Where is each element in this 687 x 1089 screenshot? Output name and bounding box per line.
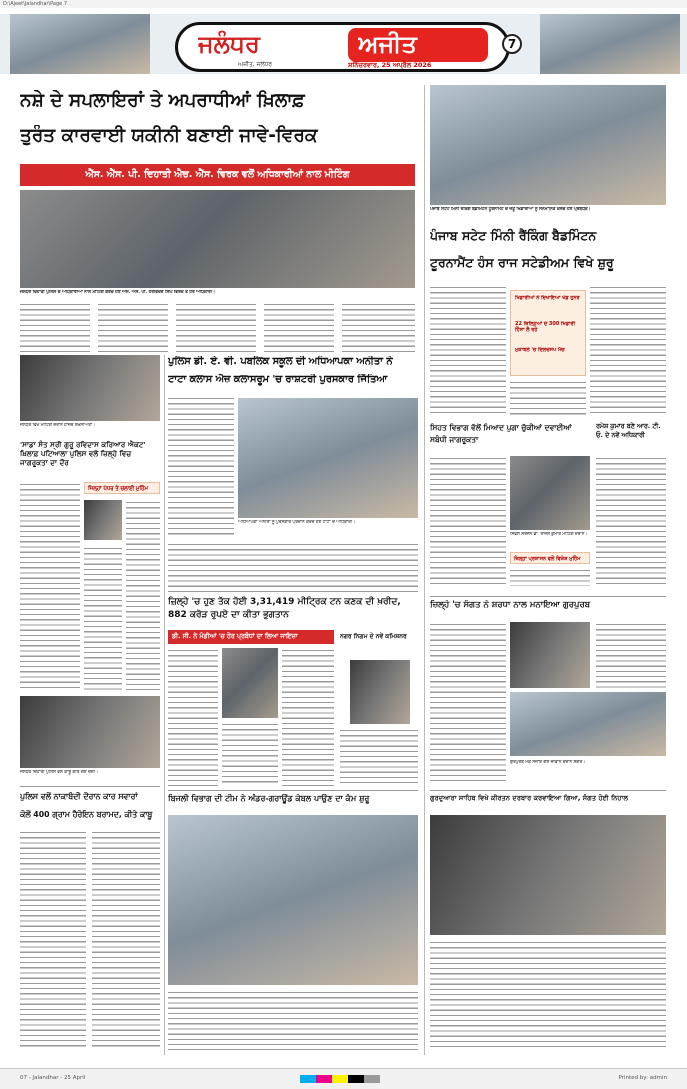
- left-meeting-photo: [20, 355, 160, 421]
- masthead-date: ਸ਼ਨਿੱਚਰਵਾਰ, 25 ਅਪ੍ਰੈਲ 2026: [348, 61, 432, 69]
- center-person-photo: [350, 660, 410, 724]
- center-body-col-1: [168, 648, 218, 786]
- left-body-col-1: [20, 482, 80, 690]
- left-bottom-col-2: [92, 830, 160, 1050]
- masthead-building-photo-right: [540, 14, 680, 74]
- footer-left: 07 - Jalandhar - 25 April: [20, 1075, 86, 1081]
- health-photo: [510, 456, 590, 530]
- dav-photo: [238, 398, 418, 518]
- bullet-3: ਮੁਕਾਬਲੇ 'ਚ ਦਿਲਚਸਪ ਮੈਚ: [515, 347, 565, 353]
- health-headline: ਸਿਹਤ ਵਿਭਾਗ ਵੱਲੋਂ ਮਿਆਦ ਪੁਗਾ ਚੁੱਕੀਆਂ ਦਵਾਈਆਂ ਸਬੰਧੀ ਜਾਗਰੂਕਤਾ: [430, 423, 572, 444]
- badminton-headline-2: ਟੂਰਨਾਮੈਂਟ ਹੰਸ ਰਾਜ ਸਟੇਡੀਅਮ ਵਿਖੇ ਸ਼ੁਰੂ: [430, 255, 614, 270]
- badminton-photo: [430, 85, 666, 205]
- gurpurab-body-col-2: [596, 622, 666, 688]
- divider-left: [20, 786, 160, 787]
- masthead-frame: [175, 22, 510, 72]
- page-number: 7: [502, 34, 522, 54]
- center-headline-wheat: ਜ਼ਿਲ੍ਹੇ 'ਚ ਹੁਣ ਤੱਕ ਹੋਈ 3,31,419 ਮੀਟ੍ਰਿਕ ਟਨ ਕਣਕ ਦੀ ਖ਼ਰੀਦ, 882 ਕਰੋੜ ਰੁਪਏ ਦਾ ਕੀਤਾ ਭੁਗਤਾਨ: [168, 597, 401, 620]
- badminton-bullets: [510, 290, 586, 376]
- badminton-body-col-3: [590, 285, 666, 415]
- masthead-left: ਜਲੰਧਰ: [198, 30, 260, 58]
- divider-right-2: [430, 790, 666, 791]
- dav-headline-1: ਪੁਲਿਸ ਡੀ. ਏ. ਵੀ. ਪਬਲਿਕ ਸਕੂਲ ਦੀ ਅਧਿਆਪਕਾ ਅਨੀਤਾ ਨੇ: [168, 356, 393, 367]
- center-body-col-3: [282, 648, 334, 786]
- left-portrait: [84, 500, 122, 540]
- column-divider-1: [164, 355, 165, 1055]
- masthead-sub: ਅਜੀਤ, ਜਲੰਧਰ: [238, 61, 273, 68]
- gurpurab-body: [430, 940, 666, 1050]
- print-header: D:\Ajeet\Jalandhar\Page 7: [3, 1, 68, 7]
- center-body-col-4: [340, 728, 418, 786]
- gurpurab-photo-2: [510, 692, 666, 756]
- left-headline-bottom-1: ਪੁਲਿਸ ਵਲੋਂ ਨਾਕਾਬੰਦੀ ਦੌਰਾਨ ਕਾਰ ਸਵਾਰਾਂ: [20, 792, 138, 801]
- footer: [0, 1068, 687, 1089]
- lead-body-col-4: [264, 302, 334, 354]
- center-person-head: ਨਗਰ ਨਿਗਮ ਦੇ ਨਵੇਂ ਕਮਿਸ਼ਨਰ: [340, 633, 407, 640]
- dav-body-continued: [168, 542, 418, 592]
- left-body-col-3: [84, 546, 122, 690]
- far-right-body: [596, 456, 666, 586]
- center-body-col-2: [222, 722, 278, 786]
- left-headline-box: 'ਸਾਡਾ ਸੰਤ ਸ੍ਰੀ ਗੁਰੂ ਰਵਿਦਾਸ ਕਰਿਆਰ ਐਕਟ' ਖ਼ਿਲਾਫ਼ ਪਟਿਆਲਾ ਪੁਲਿਸ ਵਲੋਂ ਜ਼ਿਲ੍ਹੇ ਵਿਚ ਜਾਗਰੂਕਤਾ ਦਾ ਦੌਰ: [20, 440, 146, 467]
- masthead: [0, 14, 687, 74]
- gurpurab-headline-2: ਗੁਰਦੁਆਰਾ ਸਾਹਿਬ ਵਿਖੇ ਕੀਰਤਨ ਦਰਬਾਰ ਕਰਵਾਇਆ ਗਿਆ, ਸੰਗਤ ਹੋਈ ਨਿਹਾਲ: [430, 794, 628, 802]
- left-body-col-2: [126, 500, 160, 690]
- gurpurab-photo-1: [510, 622, 590, 688]
- masthead-logo-box: [348, 28, 488, 62]
- lead-caption: ਜਲੰਧਰ ਦਿਹਾਤੀ ਪੁਲਿਸ ਦੇ ਅਧਿਕਾਰੀਆਂ ਨਾਲ ਮੀਟਿੰਗ ਕਰਦੇ ਹੋਏ ਐੱਸ. ਐੱਸ. ਪੀ. ਹਰਵਿੰਦਰ ਸਿੰਘ ਵਿਰਕ ਤੇ ਹੋਰ ਅਧਿਕਾਰੀ।: [20, 290, 215, 295]
- center-inline-box: ਡੀ. ਸੀ. ਨੇ ਮੰਡੀਆਂ 'ਚ ਹੋਰ ਪ੍ਰਬੰਧਾਂ ਦਾ ਲਿਆ ਜਾਇਜ਼ਾ: [168, 630, 334, 644]
- center-headline-power: ਬਿਜਲੀ ਵਿਭਾਗ ਦੀ ਟੀਮ ਨੇ ਅੰਡਰ-ਗਰਾਊਂਡ ਕੇਬਲ ਪਾਉਣ ਦਾ ਕੰਮ ਸ਼ੁਰੂ: [168, 794, 370, 803]
- lead-body-col-5: [342, 302, 415, 354]
- print-bar: [0, 0, 687, 8]
- color-registration-bar: [300, 1075, 380, 1083]
- health-body-col-1: [430, 456, 506, 586]
- left-bottom-col-1: [20, 830, 86, 1050]
- gurpurab-caption: ਗੁਰਪੁਰਬ ਮੌਕੇ ਸਜਾਏ ਗਏ ਦੀਵਾਨ ਦੌਰਾਨ ਸੰਗਤ।: [510, 760, 585, 765]
- health-subhead: ਜ਼ਿਲ੍ਹਾ ਪ੍ਰਸ਼ਾਸਨ ਵਲੋਂ ਵਿਸ਼ੇਸ਼ ਮੁਹਿੰਮ: [510, 552, 590, 564]
- health-caption: ਸਿਵਲ ਸਰਜਨ ਡਾ. ਰਾਜੇਸ਼ ਕੁਮਾਰ ਮੀਟਿੰਗ ਦੌਰਾਨ।: [510, 532, 588, 537]
- dav-body-col-1: [168, 396, 234, 538]
- dav-caption: ਅਧਿਆਪਕਾ ਅਨੀਤਾ ਨੂੰ ਪੁਰਸਕਾਰ ਪ੍ਰਦਾਨ ਕਰਦੇ ਹੋਏ ਟਾਟਾ ਦੇ ਅਧਿਕਾਰੀ।: [238, 520, 355, 525]
- left-caption-top: ਜਲੰਧਰ ਵਿਖੇ ਮੀਟਿੰਗ ਦੌਰਾਨ ਹਾਜ਼ਰ ਸ਼ਖ਼ਸੀਅਤਾਂ।: [20, 423, 96, 428]
- lead-subhead: ਐੱਸ. ਐੱਸ. ਪੀ. ਦਿਹਾਤੀ ਐਚ. ਐੱਸ. ਵਿਰਕ ਵਲੋਂ ਅਧਿਕਾਰੀਆਂ ਨਾਲ ਮੀਟਿੰਗ: [20, 164, 415, 186]
- gurpurab-body-col-1: [430, 622, 506, 782]
- health-body-col-2: [510, 568, 590, 586]
- left-police-photo: [20, 696, 160, 768]
- bullet-1: ਖਿਡਾਰੀਆਂ ਨੇ ਦਿਖਾਇਆ ਖੇਡ ਹੁਨਰ: [515, 295, 580, 301]
- badminton-headline-1: ਪੰਜਾਬ ਸਟੇਟ ਮਿੰਨੀ ਰੈਂਕਿੰਗ ਬੈਡਮਿੰਟਨ: [430, 228, 597, 243]
- lead-body-col-3: [176, 302, 256, 354]
- badminton-body-col-2: [510, 380, 586, 416]
- bullet-2: 22 ਜ਼ਿਲ੍ਹਿਆਂ ਦੇ 300 ਖਿਡਾਰੀ ਹਿੱਸਾ ਲੈ ਰਹੇ: [515, 321, 576, 333]
- center-dc-photo: [222, 648, 278, 718]
- lead-photo: [20, 190, 415, 288]
- left-caption-police: ਜਲੰਧਰ ਦਿਹਾਤੀ ਪੁਲਿਸ ਵਲੋਂ ਕਾਬੂ ਕੀਤੇ ਗਏ ਦੋਸ਼ੀ।: [20, 770, 98, 775]
- column-divider-2: [424, 85, 425, 1055]
- badminton-caption: ਪੰਜਾਬ ਸਟੇਟ ਮਿੰਨੀ ਰੈਂਕਿੰਗ ਬੈਡਮਿੰਟਨ ਟੂਰਨਾਮੈਂਟ ਦੇ ਜੇਤੂ ਖਿਡਾਰੀਆਂ ਨੂੰ ਸਨਮਾਨਿਤ ਕਰਦੇ ਹੋਏ ਪ੍ਰਬੰਧਕ।: [430, 207, 591, 212]
- divider-center: [168, 790, 418, 791]
- footer-right: Printed by: admin: [618, 1075, 667, 1081]
- lead-headline-2: ਤੁਰੰਤ ਕਾਰਵਾਈ ਯਕੀਨੀ ਬਣਾਈ ਜਾਵੇ-ਵਿਰਕ: [20, 125, 318, 146]
- gurpurab-headline-1: ਜ਼ਿਲ੍ਹੇ 'ਚ ਸੰਗਤ ਨੇ ਸ਼ਰਧਾ ਨਾਲ ਮਨਾਇਆ ਗੁਰਪੁਰਬ: [430, 600, 591, 610]
- far-right-headline: ਰਮੇਸ਼ ਕੁਮਾਰ ਬਣੇ ਆਰ. ਟੀ. ਓ. ਦੇ ਨਵੇਂ ਅਧਿਕਾਰੀ: [596, 423, 661, 439]
- divider-right: [430, 596, 666, 597]
- gurpurab-photo-3: [430, 815, 666, 935]
- center-power-body: [168, 990, 418, 1050]
- badminton-body-col-1: [430, 285, 506, 415]
- left-headline-bottom-2: ਕੋਲੋਂ 400 ਗ੍ਰਾਮ ਹੈਰੋਇਨ ਬਰਾਮਦ, ਕੀਤੇ ਕਾਬੂ: [20, 810, 153, 819]
- lead-headline-1: ਨਸ਼ੇ ਦੇ ਸਪਲਾਇਰਾਂ ਤੇ ਅਪਰਾਧੀਆਂ ਖ਼ਿਲਾਫ਼: [20, 90, 305, 111]
- left-inline-head: ਜਿਲ੍ਹਾਂ ਪੱਧਰ ਤੇ ਚਲਾਈ ਮੁਹਿੰਮ: [84, 482, 160, 494]
- lead-body-col-2: [98, 302, 168, 354]
- masthead-right: ਅਜੀਤ: [358, 30, 417, 58]
- masthead-building-photo-left: [10, 14, 150, 74]
- center-power-photo: [168, 815, 418, 985]
- dav-headline-2: ਟਾਟਾ ਕਲਾਸ ਐਜ਼ ਕਲਾਸਰੂਮ 'ਚ ਰਾਸ਼ਟਰੀ ਪੁਰਸਕਾਰ ਜਿੱਤਿਆ: [168, 374, 388, 385]
- lead-body: [20, 302, 415, 354]
- lead-body-col-1: [20, 302, 90, 354]
